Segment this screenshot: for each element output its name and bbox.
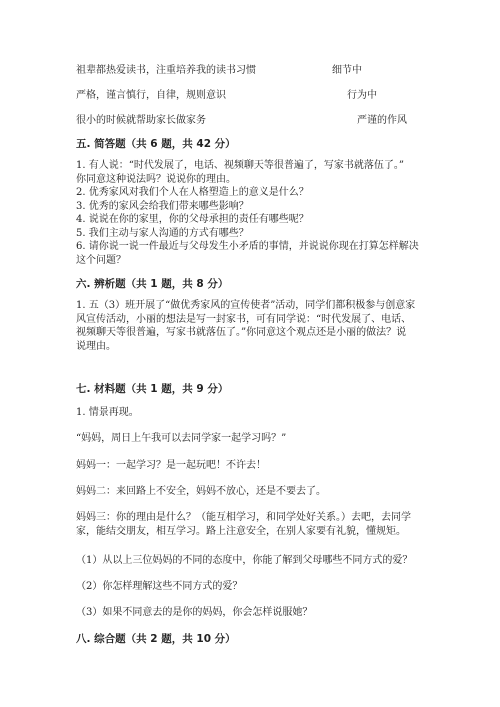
section-5-heading: 五. 简答题（共 6 题，共 42 分） [76,138,236,150]
matching-right-2: 行为中 [347,90,377,101]
material-intro: 1. 情景再现。 [76,407,139,418]
matching-left-1: 祖辈都热爱读书，注重培养我的读书习惯 [76,65,256,76]
question-line: 视频聊天等很普遍，写家书就落伍了。”你同意这个观点还是小丽的做法？说 [76,327,407,338]
section-5-questions [76,159,426,267]
mom-three-line: 家，能结交朋友，相互学习。路上注意安全，在别人家要有礼貌，懂规矩。 [76,525,406,537]
question-line: 1. 有人说：“时代发展了，电话、视频聊天等很普遍了，写家书就落伍了。” [76,160,404,171]
matching-left-2: 严格，谨言慎行，自律，规则意识 [76,90,226,101]
section-6-question [76,299,426,353]
question-line: 说理由。 [76,340,116,352]
question-line: 风宣传活动，小丽的想法是写一封家书，可有同学说：“时代发展了、电话、 [76,313,412,325]
question-line: 你同意这种说法吗？说说你的理由。 [76,173,236,185]
question-line: 4. 说说在你的家里，你的父母承担的责任有哪些呢？ [76,214,309,225]
sub-question-3: （3）如果不同意去的是你的妈妈，你会怎样说服她？ [76,607,313,618]
sub-question-1: （1）从以上三位妈妈的不同的态度中，你能了解到父母哪些不同方式的爱？ [76,555,413,566]
question-line: 3. 优秀的家风会给我们带来哪些影响？ [76,200,249,212]
question-line: 1. 五（3）班开展了“做优秀家风的宣传使者”活动，同学们都积极参与创意家 [76,300,416,311]
mom-three-line: 妈妈三：你的理由是什么？（能互相学习，和同学处好关系。）去吧，去同学 [76,512,411,523]
question-line: 这个问题？ [76,254,126,266]
question-line: 5. 我们主动与家人沟通的方式有哪些？ [76,227,249,239]
matching-left-3: 很小的时候就帮助家长做家务 [76,115,206,126]
section-6-heading: 六. 辨析题（共 1 题，共 8 分） [76,278,229,290]
sub-question-2: （2）你怎样理解这些不同方式的爱？ [76,581,243,592]
section-8-heading: 八. 综合题（共 2 题，共 10 分） [76,633,236,645]
mom-three-paragraph [76,511,426,538]
question-line: 2. 优秀家风对我们个人在人格塑造上的意义是什么？ [76,187,309,198]
section-7-heading: 七. 材料题（共 1 题，共 9 分） [76,383,229,395]
matching-right-3: 严谨的作风 [357,115,407,126]
matching-right-1: 细节中 [332,65,362,76]
mom-two-line: 妈妈二：来回路上不安全，妈妈不放心，还是不要去了。 [76,486,326,497]
mom-one-line: 妈妈一：一起学习？是一起玩吧！不许去！ [76,460,266,471]
question-line: 6. 请你说一说一件最近与父母发生小矛盾的事情，并说说你现在打算怎样解决 [76,241,419,252]
material-quote: “妈妈，周日上午我可以去同学家一起学习吗？” [76,433,287,444]
